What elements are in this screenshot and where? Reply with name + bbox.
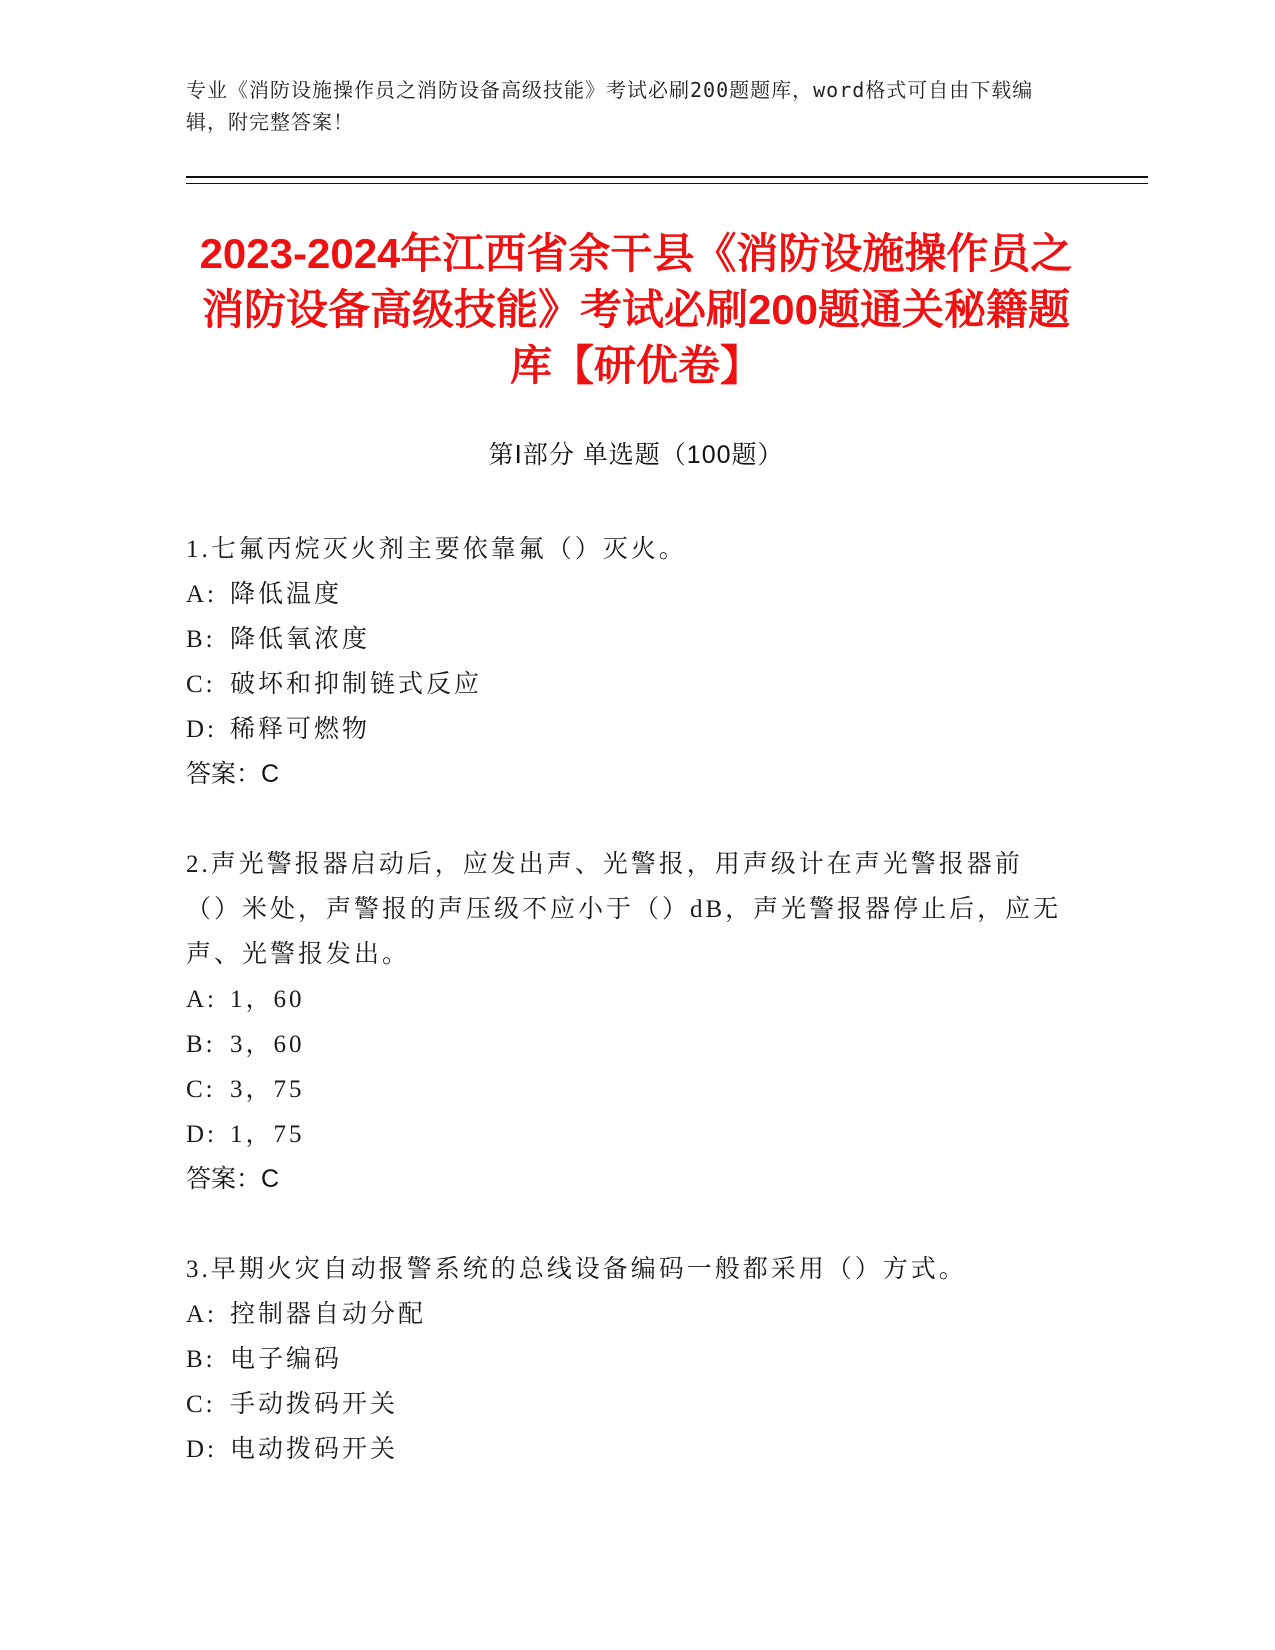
option-key: A: — [186, 986, 217, 1013]
question-item — [186, 842, 1066, 1202]
option-c — [186, 1067, 1066, 1112]
question-list — [186, 527, 1066, 1517]
option-a — [186, 572, 1066, 617]
option-d — [186, 1112, 1066, 1157]
option-c — [186, 1382, 1066, 1427]
question-item — [186, 527, 1066, 797]
option-text: 电子编码 — [230, 1346, 343, 1373]
option-key: D: — [186, 1436, 217, 1463]
option-key: A: — [186, 581, 217, 608]
option-a — [186, 1292, 1066, 1337]
option-text: 控制器自动分配 — [230, 1301, 427, 1328]
option-d — [186, 707, 1066, 752]
option-key: D: — [186, 716, 217, 743]
question-item — [186, 1247, 1066, 1472]
option-text: 3，60 — [230, 1031, 305, 1058]
option-b — [186, 1337, 1066, 1382]
option-text: 降低氧浓度 — [230, 626, 371, 653]
option-key: C: — [186, 1076, 216, 1103]
option-key: A: — [186, 1301, 217, 1328]
header-rule-thin — [186, 183, 1148, 184]
option-d — [186, 1427, 1066, 1472]
header-note: 专业《消防设施操作员之消防设备高级技能》考试必刷200题题库，word格式可自由下载编辑，附完整答案！ — [186, 78, 1034, 134]
answer-line: 答案：C — [186, 760, 280, 788]
option-key: C: — [186, 671, 216, 698]
option-key: C: — [186, 1391, 216, 1418]
option-a — [186, 977, 1066, 1022]
option-text: 手动拨码开关 — [230, 1391, 399, 1418]
question-stem: 2.声光警报器启动后，应发出声、光警报，用声级计在声光警报器前（）米处，声警报的声压级不应小于（）dB，声光警报器停止后，应无声、光警报发出。 — [186, 851, 1062, 968]
option-text: 1，75 — [230, 1121, 305, 1148]
option-text: 3，75 — [230, 1076, 305, 1103]
option-b — [186, 1022, 1066, 1067]
option-text: 破坏和抑制链式反应 — [230, 671, 483, 698]
option-key: B: — [186, 1031, 216, 1058]
header-rule-thick — [186, 176, 1148, 178]
question-stem: 1.七氟丙烷灭火剂主要依靠氟（）灭火。 — [186, 536, 687, 563]
answer-line: 答案：C — [186, 1165, 280, 1193]
option-text: 电动拨码开关 — [230, 1436, 399, 1463]
question-stem: 3.早期火灾自动报警系统的总线设备编码一般都采用（）方式。 — [186, 1256, 967, 1283]
option-text: 降低温度 — [230, 581, 343, 608]
option-key: D: — [186, 1121, 217, 1148]
option-key: B: — [186, 626, 216, 653]
option-text: 稀释可燃物 — [230, 716, 371, 743]
document-title: 2023-2024年江西省余干县《消防设施操作员之消防设备高级技能》考试必刷200题通关秘籍题库【研优卷】 — [199, 230, 1073, 389]
option-key: B: — [186, 1346, 216, 1373]
option-c — [186, 662, 1066, 707]
section-heading: 第Ⅰ部分 单选题（100题） — [488, 441, 784, 469]
option-b — [186, 617, 1066, 662]
option-text: 1，60 — [230, 986, 305, 1013]
